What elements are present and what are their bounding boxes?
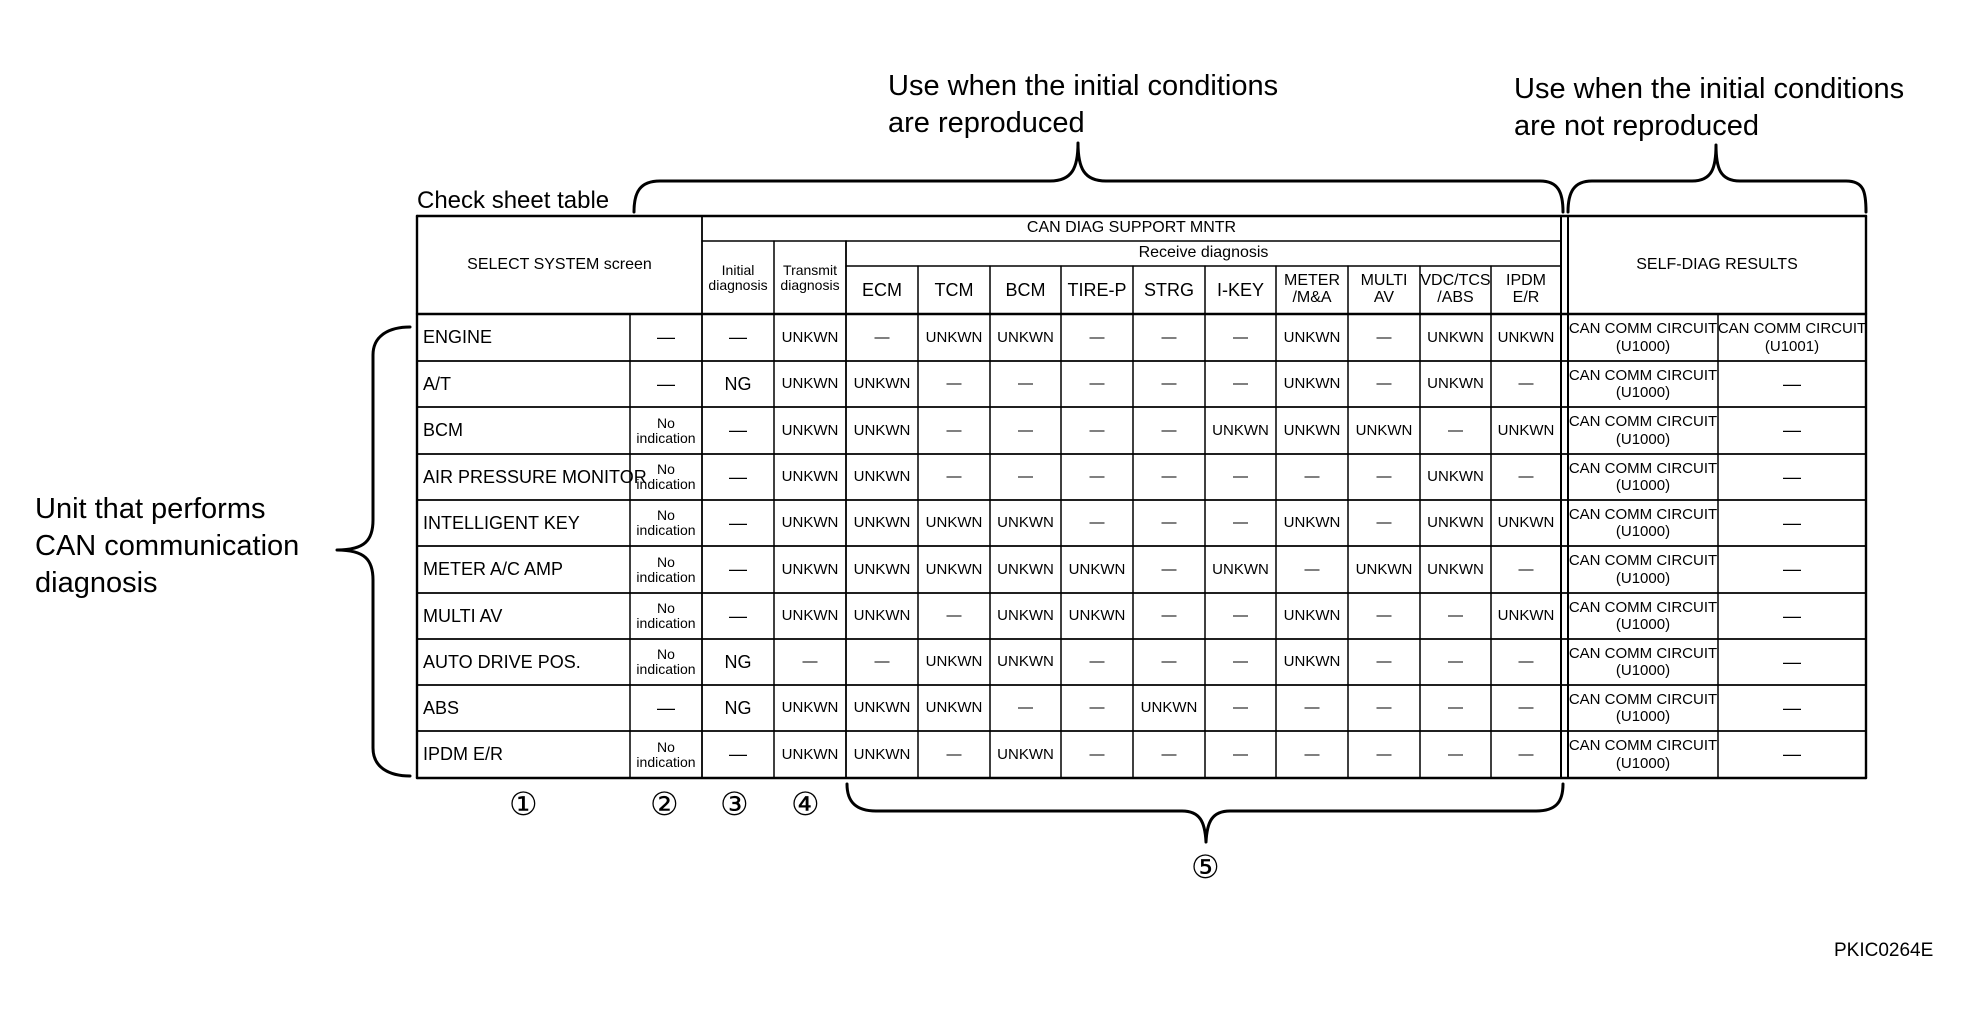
row-self-diag-1-line: (U1000): [1615, 708, 1671, 725]
row-transmit-diagnosis: UNKWN: [781, 560, 839, 578]
row-receive-value: —: [1448, 421, 1463, 439]
row-transmit-diagnosis: UNKWN: [781, 375, 839, 393]
header-can-diag: CAN DIAG SUPPORT MNTR: [1026, 219, 1237, 237]
marker-1: ①: [509, 786, 538, 822]
unit-note-line: diagnosis: [35, 567, 158, 599]
row-self-diag-1-line: CAN COMM CIRCUIT: [1568, 320, 1718, 338]
not-reproduced-note-line: Use when the initial conditions: [1514, 73, 1905, 105]
row-receive-value: UNKWN: [1283, 421, 1341, 439]
row-receive-value: —: [1376, 653, 1392, 671]
row-select-indication-line: indication: [636, 522, 696, 538]
row-select-indication: [630, 407, 702, 454]
row-initial-diagnosis: —: [729, 420, 747, 441]
row-receive-value: —: [1376, 468, 1392, 486]
row-receive-value: UNKWN: [1140, 699, 1198, 717]
row-system-name: METER A/C AMP: [423, 559, 564, 580]
row-transmit-diagnosis: UNKWN: [781, 745, 839, 763]
row-select-indication: [630, 454, 702, 500]
not-reproduced-note-line: are not reproduced: [1514, 110, 1760, 142]
row-receive-value: —: [1304, 745, 1320, 763]
row-receive-value: —: [946, 607, 962, 625]
row-receive-value: —: [1518, 468, 1534, 486]
row-self-diag-1-line: (U1000): [1615, 523, 1671, 540]
header-receive-col: [1491, 266, 1561, 314]
row-receive-value: —: [1233, 375, 1248, 393]
row-receive-value: UNKWN: [997, 607, 1054, 625]
row-transmit-diagnosis: UNKWN: [781, 607, 839, 625]
row-initial-diagnosis: NG: [724, 651, 752, 672]
row-receive-value: —: [1161, 375, 1177, 393]
row-receive-value: UNKWN: [925, 514, 983, 532]
row-receive-value: UNKWN: [997, 653, 1054, 671]
row-self-diag-1: [1568, 593, 1718, 639]
header-receive-col: STRG: [1143, 279, 1194, 300]
row-initial-diagnosis: —: [729, 327, 747, 348]
row-select-indication-line: No: [657, 507, 675, 524]
row-receive-value: —: [874, 328, 890, 346]
row-receive-value: —: [1089, 468, 1105, 486]
row-self-diag-1: [1568, 639, 1718, 685]
row-self-diag-1-line: (U1000): [1615, 384, 1671, 401]
row-receive-value: —: [1448, 607, 1463, 625]
row-receive-value: —: [1448, 745, 1463, 763]
row-receive-value: UNKWN: [997, 514, 1054, 532]
row-receive-value: UNKWN: [853, 468, 911, 486]
row-receive-value: —: [1376, 699, 1392, 717]
row-system-name: MULTI AV: [423, 605, 503, 626]
row-receive-value: UNKWN: [925, 653, 983, 671]
header-receive-col-line: MULTI: [1360, 272, 1408, 290]
row-transmit-diagnosis: UNKWN: [781, 514, 839, 532]
row-self-diag-1-line: CAN COMM CIRCUIT: [1568, 598, 1718, 616]
row-self-diag-2: —: [1783, 605, 1801, 626]
header-receive-col: TIRE-P: [1067, 279, 1127, 300]
row-self-diag-1: [1568, 500, 1718, 546]
row-receive-value: UNKWN: [1497, 328, 1555, 346]
row-receive-value: —: [1376, 607, 1392, 625]
row-receive-value: —: [1304, 699, 1320, 717]
row-select-indication-line: indication: [636, 753, 696, 770]
row-receive-value: UNKWN: [1068, 560, 1126, 578]
row-select-indication: [630, 639, 702, 685]
row-receive-value: —: [1089, 514, 1105, 532]
row-transmit-diagnosis: —: [802, 653, 818, 671]
row-self-diag-2: —: [1783, 373, 1801, 394]
row-receive-value: —: [1089, 421, 1105, 439]
row-receive-value: UNKWN: [1427, 328, 1484, 346]
row-receive-value: UNKWN: [997, 745, 1054, 763]
header-select-system: SELECT SYSTEM screen: [467, 255, 652, 273]
marker-4: ④: [791, 786, 820, 822]
row-receive-value: —: [874, 653, 890, 671]
row-self-diag-1: [1568, 407, 1718, 454]
row-system-name: INTELLIGENT KEY: [423, 512, 580, 533]
header-receive-col-line: /ABS: [1437, 289, 1474, 306]
row-initial-diagnosis: —: [729, 559, 747, 580]
row-select-indication-line: indication: [636, 476, 696, 492]
row-self-diag-1-line: (U1000): [1615, 616, 1671, 633]
header-receive-col-line: AV: [1373, 289, 1395, 306]
row-receive-value: —: [1089, 699, 1105, 717]
row-self-diag-1-line: CAN COMM CIRCUIT: [1568, 505, 1718, 523]
header-initial-line: Initial: [721, 261, 755, 278]
row-self-diag-1-line: (U1000): [1615, 477, 1671, 494]
row-initial-diagnosis: —: [729, 512, 747, 533]
row-self-diag-2: —: [1783, 466, 1801, 487]
row-transmit-diagnosis: UNKWN: [781, 699, 839, 717]
row-receive-value: —: [1233, 699, 1248, 717]
row-select-indication: —: [657, 327, 675, 348]
row-receive-value: UNKWN: [997, 560, 1054, 578]
header-transmit-line: Transmit: [783, 261, 837, 278]
row-receive-value: —: [1518, 653, 1534, 671]
row-self-diag-1-line: (U1000): [1615, 430, 1671, 448]
row-self-diag-2: [1718, 314, 1866, 361]
row-receive-value: UNKWN: [925, 328, 983, 346]
row-receive-value: —: [1518, 699, 1534, 717]
row-self-diag-2: —: [1783, 420, 1801, 441]
row-receive-value: UNKWN: [853, 745, 911, 763]
row-self-diag-2-line: (U1001): [1764, 337, 1820, 355]
header-receive-col: TCM: [934, 279, 974, 300]
row-receive-value: UNKWN: [1497, 514, 1555, 532]
row-transmit-diagnosis: UNKWN: [781, 468, 839, 486]
row-receive-value: UNKWN: [1068, 607, 1126, 625]
unit-note-line: Unit that performs: [35, 493, 266, 525]
row-self-diag-1-line: (U1000): [1615, 337, 1671, 355]
header-receive: Receive diagnosis: [1138, 244, 1269, 262]
header-receive-col-line: E/R: [1512, 289, 1540, 306]
row-receive-value: —: [1233, 745, 1248, 763]
row-receive-value: —: [1233, 653, 1248, 671]
row-receive-value: —: [1448, 653, 1463, 671]
row-system-name: ENGINE: [423, 327, 493, 348]
row-receive-value: —: [1161, 745, 1177, 763]
row-initial-diagnosis: NG: [724, 697, 752, 718]
unit-note-line: CAN communication: [35, 530, 300, 562]
row-receive-value: —: [946, 375, 962, 393]
header-initial: [702, 241, 774, 314]
row-self-diag-1: [1568, 454, 1718, 500]
row-receive-value: —: [1518, 560, 1534, 578]
row-receive-value: —: [1161, 607, 1177, 625]
row-self-diag-1-line: CAN COMM CIRCUIT: [1568, 552, 1718, 570]
brace-not-reproduced: [1568, 145, 1866, 212]
header-receive-col-line: METER: [1284, 272, 1340, 290]
row-self-diag-2: —: [1783, 512, 1801, 533]
row-receive-value: UNKWN: [1497, 421, 1555, 439]
row-receive-value: UNKWN: [1283, 328, 1341, 346]
brace-reproduced: [634, 143, 1563, 212]
row-receive-value: —: [946, 745, 962, 763]
header-transmit-line: diagnosis: [780, 276, 840, 293]
header-receive-col: I-KEY: [1216, 279, 1264, 300]
header-receive-col: [1276, 266, 1348, 314]
row-self-diag-2: —: [1783, 744, 1801, 765]
row-self-diag-2-line: CAN COMM CIRCUIT: [1717, 320, 1867, 338]
row-self-diag-1-line: CAN COMM CIRCUIT: [1568, 413, 1718, 431]
row-receive-value: —: [1376, 375, 1392, 393]
row-select-indication: [630, 500, 702, 546]
row-select-indication-line: indication: [636, 661, 696, 677]
row-system-name: A/T: [423, 373, 452, 394]
row-receive-value: —: [1089, 375, 1105, 393]
row-receive-value: —: [1161, 328, 1177, 346]
row-receive-value: —: [946, 468, 962, 486]
row-receive-value: UNKWN: [1355, 560, 1413, 578]
row-self-diag-1: [1568, 546, 1718, 593]
marker-5: ⑤: [1191, 849, 1220, 885]
row-receive-value: UNKWN: [1497, 607, 1555, 625]
row-select-indication-line: No: [657, 600, 675, 617]
row-system-name: AUTO DRIVE POS.: [423, 651, 581, 672]
row-receive-value: —: [1518, 745, 1534, 763]
row-initial-diagnosis: —: [729, 744, 747, 765]
row-receive-value: UNKWN: [853, 699, 911, 717]
row-receive-value: UNKWN: [925, 699, 983, 717]
row-system-name: AIR PRESSURE MONITOR: [423, 466, 647, 487]
row-receive-value: —: [1161, 468, 1177, 486]
row-select-indication-line: No: [657, 553, 675, 570]
row-receive-value: —: [1448, 699, 1463, 717]
row-system-name: ABS: [423, 697, 460, 718]
row-self-diag-1: [1568, 361, 1718, 407]
row-select-indication-line: No: [657, 414, 675, 431]
header-receive-col-line: IPDM: [1506, 272, 1546, 290]
row-select-indication-line: No: [657, 738, 675, 755]
brace-receive: [847, 784, 1563, 842]
row-self-diag-1-line: CAN COMM CIRCUIT: [1568, 366, 1718, 384]
row-receive-value: —: [1161, 421, 1177, 439]
row-receive-value: UNKWN: [1427, 514, 1484, 532]
row-receive-value: UNKWN: [853, 514, 911, 532]
row-self-diag-1-line: (U1000): [1615, 569, 1671, 587]
row-system-name: BCM: [423, 420, 463, 441]
row-receive-value: UNKWN: [925, 560, 983, 578]
row-receive-value: UNKWN: [997, 328, 1054, 346]
row-initial-diagnosis: —: [729, 466, 747, 487]
marker-3: ③: [720, 786, 749, 822]
row-system-name: IPDM E/R: [423, 744, 504, 765]
row-transmit-diagnosis: UNKWN: [781, 421, 839, 439]
header-receive-col: BCM: [1005, 279, 1046, 300]
row-receive-value: UNKWN: [853, 560, 911, 578]
row-self-diag-2: —: [1783, 697, 1801, 718]
row-receive-value: UNKWN: [1283, 514, 1341, 532]
row-receive-value: —: [1018, 421, 1033, 439]
row-initial-diagnosis: NG: [724, 373, 752, 394]
row-self-diag-1-line: CAN COMM CIRCUIT: [1568, 644, 1718, 662]
row-receive-value: —: [1376, 514, 1392, 532]
row-select-indication: [630, 731, 702, 778]
row-self-diag-1-line: (U1000): [1615, 754, 1671, 772]
check-sheet-title: Check sheet table: [417, 187, 610, 214]
row-receive-value: —: [1233, 514, 1248, 532]
brace-unit: [337, 327, 410, 776]
row-self-diag-1-line: CAN COMM CIRCUIT: [1568, 459, 1718, 477]
row-receive-value: —: [1161, 514, 1177, 532]
row-transmit-diagnosis: UNKWN: [781, 328, 839, 346]
row-select-indication: —: [657, 373, 675, 394]
row-receive-value: —: [1304, 560, 1320, 578]
row-receive-value: UNKWN: [853, 375, 911, 393]
row-receive-value: UNKWN: [853, 607, 911, 625]
row-select-indication-line: indication: [636, 615, 696, 631]
row-receive-value: —: [1233, 607, 1248, 625]
row-self-diag-1-line: (U1000): [1615, 662, 1671, 679]
row-receive-value: —: [1089, 328, 1105, 346]
row-receive-value: UNKWN: [1212, 560, 1269, 578]
row-receive-value: UNKWN: [1283, 375, 1341, 393]
row-select-indication: —: [657, 697, 675, 718]
row-select-indication: [630, 546, 702, 593]
row-receive-value: UNKWN: [1283, 607, 1341, 625]
row-self-diag-2: —: [1783, 559, 1801, 580]
row-receive-value: —: [1089, 745, 1105, 763]
row-receive-value: —: [1376, 745, 1392, 763]
row-receive-value: UNKWN: [1427, 468, 1484, 486]
marker-2: ②: [650, 786, 679, 822]
row-receive-value: —: [1233, 468, 1248, 486]
row-receive-value: —: [1018, 468, 1033, 486]
row-receive-value: UNKWN: [1283, 653, 1341, 671]
header-receive-col-line: /M&A: [1292, 289, 1332, 306]
row-receive-value: UNKWN: [1427, 560, 1484, 578]
row-receive-value: UNKWN: [853, 421, 911, 439]
header-receive-col: ECM: [862, 279, 902, 300]
row-receive-value: UNKWN: [1355, 421, 1413, 439]
row-select-indication-line: indication: [636, 568, 696, 585]
row-receive-value: —: [1161, 560, 1177, 578]
row-self-diag-1: [1568, 685, 1718, 731]
header-receive-col-line: VDC/TCS: [1420, 272, 1491, 290]
header-receive-col: [1420, 266, 1491, 314]
row-receive-value: —: [1089, 653, 1105, 671]
row-self-diag-1-line: CAN COMM CIRCUIT: [1568, 690, 1718, 708]
row-receive-value: —: [1304, 468, 1320, 486]
row-receive-value: —: [1518, 375, 1534, 393]
header-self-diag: SELF-DIAG RESULTS: [1636, 255, 1798, 273]
row-select-indication: [630, 593, 702, 639]
header-receive-col: [1348, 266, 1420, 314]
row-receive-value: —: [1233, 328, 1248, 346]
row-select-indication-line: No: [657, 646, 675, 663]
figure-id: PKIC0264E: [1834, 940, 1934, 961]
reproduced-note-line: Use when the initial conditions: [888, 70, 1279, 102]
row-self-diag-1-line: CAN COMM CIRCUIT: [1568, 737, 1718, 755]
header-transmit: [774, 241, 846, 314]
row-receive-value: UNKWN: [1212, 421, 1269, 439]
row-receive-value: —: [946, 421, 962, 439]
reproduced-note-line: are reproduced: [888, 107, 1085, 139]
row-receive-value: —: [1018, 375, 1033, 393]
row-select-indication-line: No: [657, 461, 675, 478]
row-receive-value: —: [1376, 328, 1392, 346]
row-select-indication-line: indication: [636, 429, 696, 446]
row-receive-value: —: [1161, 653, 1177, 671]
row-self-diag-2: —: [1783, 651, 1801, 672]
row-initial-diagnosis: —: [729, 605, 747, 626]
row-self-diag-1: [1568, 731, 1718, 778]
row-receive-value: UNKWN: [1427, 375, 1484, 393]
row-receive-value: —: [1018, 699, 1033, 717]
row-self-diag-1: [1568, 314, 1718, 361]
header-initial-line: diagnosis: [708, 276, 768, 293]
